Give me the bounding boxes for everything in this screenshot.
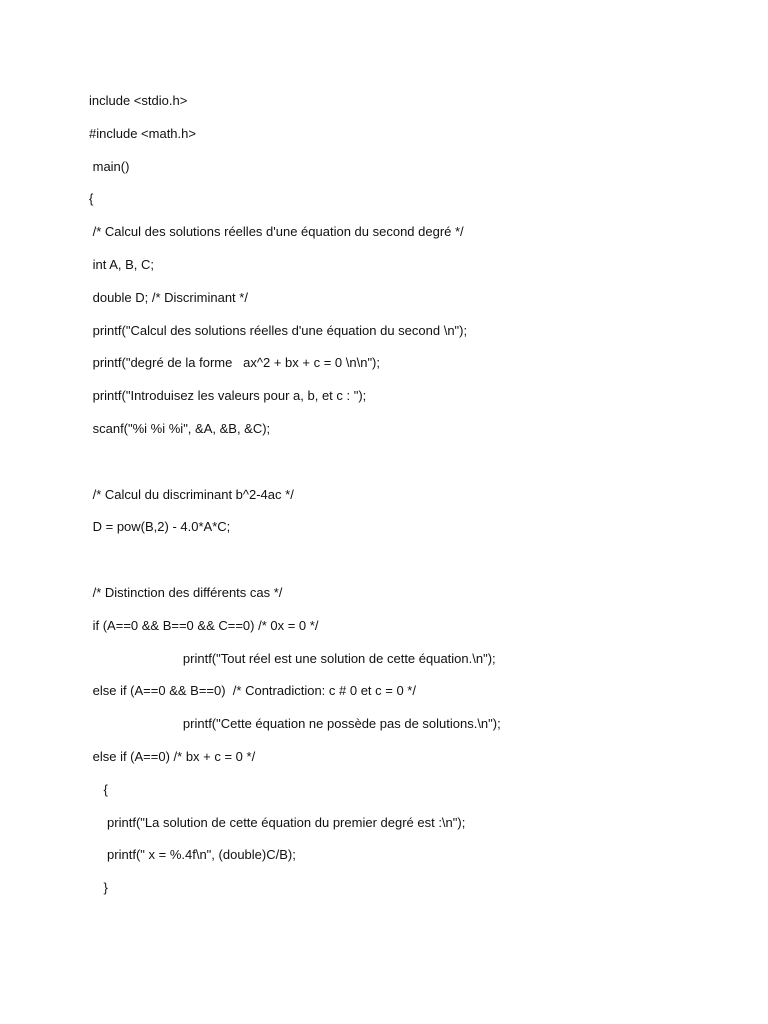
code-line: /* Calcul du discriminant b^2-4ac */ (89, 486, 294, 502)
code-line: main() (89, 158, 130, 174)
code-line: printf("Tout réel est une solution de cette équation.\n"); (89, 650, 496, 666)
code-line: { (89, 781, 108, 797)
code-line: printf("Cette équation ne possède pas de solutions.\n"); (89, 716, 501, 732)
code-line: /* Distinction des différents cas */ (89, 584, 283, 600)
code-line: printf("Introduisez les valeurs pour a, b, et c : "); (89, 388, 367, 404)
code-line: else if (A==0) /* bx + c = 0 */ (89, 748, 256, 764)
code-line: } (89, 880, 108, 896)
code-line: #include <math.h> (89, 125, 196, 141)
code-line: D = pow(B,2) - 4.0*A*C; (89, 519, 231, 535)
code-line: printf(" x = %.4f\n", (double)C/B); (89, 847, 296, 863)
code-line: int A, B, C; (89, 256, 155, 272)
code-line: printf("degré de la forme ax^2 + bx + c = 0 \n\n"); (89, 355, 381, 371)
code-line: { (89, 191, 94, 207)
blank-line (89, 551, 729, 569)
code-line: printf("Calcul des solutions réelles d'une équation du second \n"); (89, 322, 468, 338)
code-line: if (A==0 && B==0 && C==0) /* 0x = 0 */ (89, 617, 319, 633)
code-line: double D; /* Discriminant */ (89, 289, 248, 305)
code-line: else if (A==0 && B==0) /* Contradiction: c # 0 et c = 0 */ (89, 683, 416, 699)
code-listing (89, 92, 729, 912)
code-line: include <stdio.h> (89, 93, 188, 108)
blank-line (89, 453, 729, 471)
code-line: scanf("%i %i %i", &A, &B, &C); (89, 420, 271, 436)
code-line: printf("La solution de cette équation du premier degré est :\n"); (89, 814, 466, 830)
code-line: /* Calcul des solutions réelles d'une équation du second degré */ (89, 224, 464, 240)
